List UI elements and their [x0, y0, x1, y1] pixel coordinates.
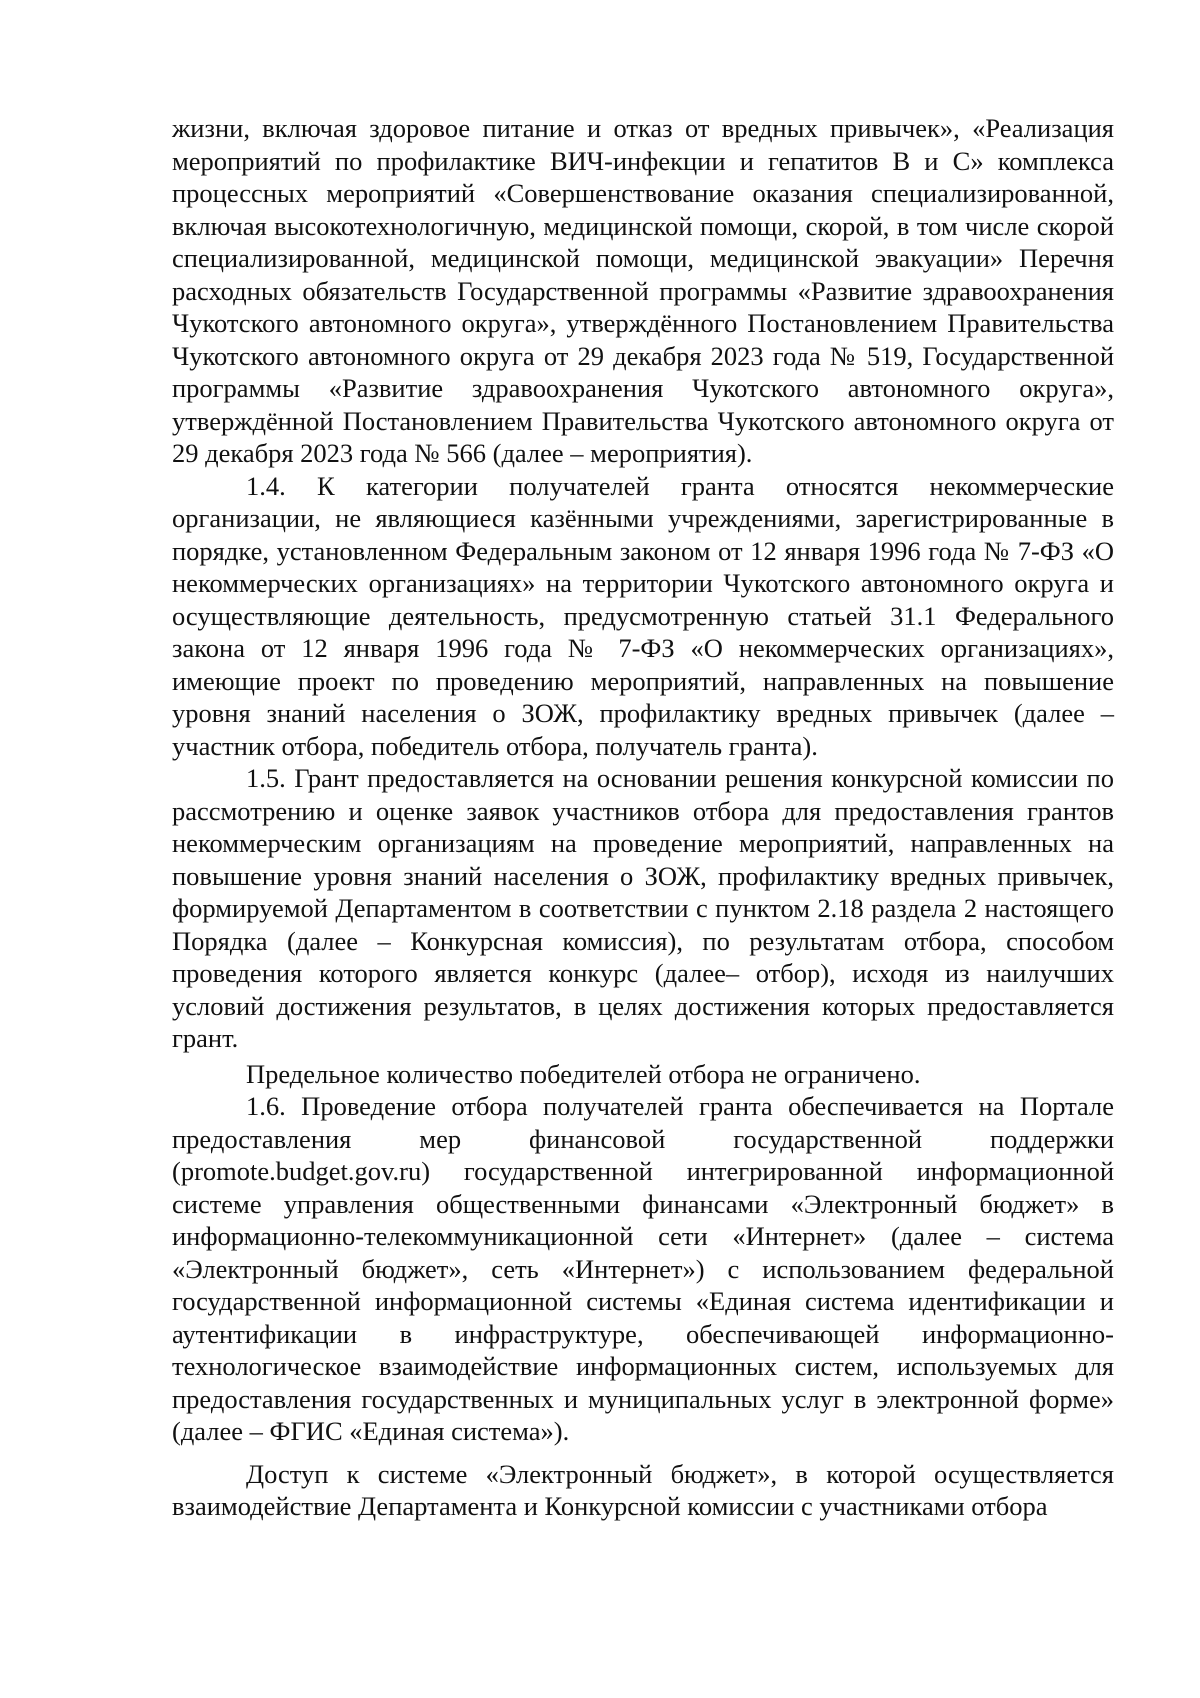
paragraph-winners-limit: Предельное количество победителей отбора не ограничено. — [246, 1058, 921, 1089]
paragraph-1-4: 1.4. К категории получателей гранта относятся некоммерческие организации, не являющиеся казёнными учреждениями, зарегистрированные в порядке, установленном Федеральным законом от 12 января 1996 года № 7-ФЗ «О некоммерческих организациях» на территории Чукотского автономного округа и осуществляющие деятельность, предусмотренную статьей 31.1 Федерального закона от 12 января 1996 года № 7-ФЗ «О некоммерческих организациях», имеющие проект по проведению мероприятий, направленных на повышение уровня знаний населения о ЗОЖ, профилактику вредных привычек (далее – участник отбора, победитель отбора, получатель гранта). — [172, 470, 1114, 761]
document-page — [172, 112, 1114, 1523]
paragraph-1-6: 1.6. Проведение отбора получателей гранта обеспечивается на Портале предоставления мер финансовой государственной поддержки (promote.budget.gov.ru) государственной интегрированной информационной системе управления общественными финансами «Электронный бюджет» в информационно-телекоммуникационной сети «Интернет» (далее – система «Электронный бюджет», сеть «Интернет») с использованием федеральной государственной информационной системы «Единая система идентификации и аутентификации в инфраструктуре, обеспечивающей информационно-технологическое взаимодействие информационных систем, используемых для предоставления государственных и муниципальных услуг в электронной форме» (далее – ФГИС «Единая система»). — [172, 1091, 1114, 1446]
paragraph-continuation: жизни, включая здоровое питание и отказ от вредных привычек», «Реализация мероприятий по профилактике ВИЧ-инфекции и гепатитов В и С» комплекса процессных мероприятий «Совершенствование оказания специализированной, включая высокотехнологичную, медицинской помощи, скорой, в том числе скорой специализированной, медицинской помощи, медицинской эвакуации» Перечня расходных обязательств Государственной программы «Развитие здравоохранения Чукотского автономного округа», утверждённого Постановлением Правительства Чукотского автономного округа от 29 декабря 2023 года № 519, Государственной программы «Развитие здравоохранения Чукотского автономного округа», утверждённой Постановлением Правительства Чукотского автономного округа от 29 декабря 2023 года № 566 (далее – мероприятия). — [172, 113, 1114, 468]
paragraph-1-5: 1.5. Грант предоставляется на основании решения конкурсной комиссии по рассмотрению и оценке заявок участников отбора для предоставления грантов некоммерческим организациям на проведение мероприятий, направленных на повышение уровня знаний населения о ЗОЖ, профилактику вредных привычек, формируемой Департаментом в соответствии с пунктом 2.18 раздела 2 настоящего Порядка (далее – Конкурсная комиссия), по результатам отбора, способом проведения которого является конкурс (далее– отбор), исходя из наилучших условий достижения результатов, в целях достижения которых предоставляется грант. — [172, 763, 1114, 1053]
paragraph-access: Доступ к системе «Электронный бюджет», в которой осуществляется взаимодействие Департамента и Конкурсной комиссии с участниками отбора — [172, 1458, 1114, 1521]
